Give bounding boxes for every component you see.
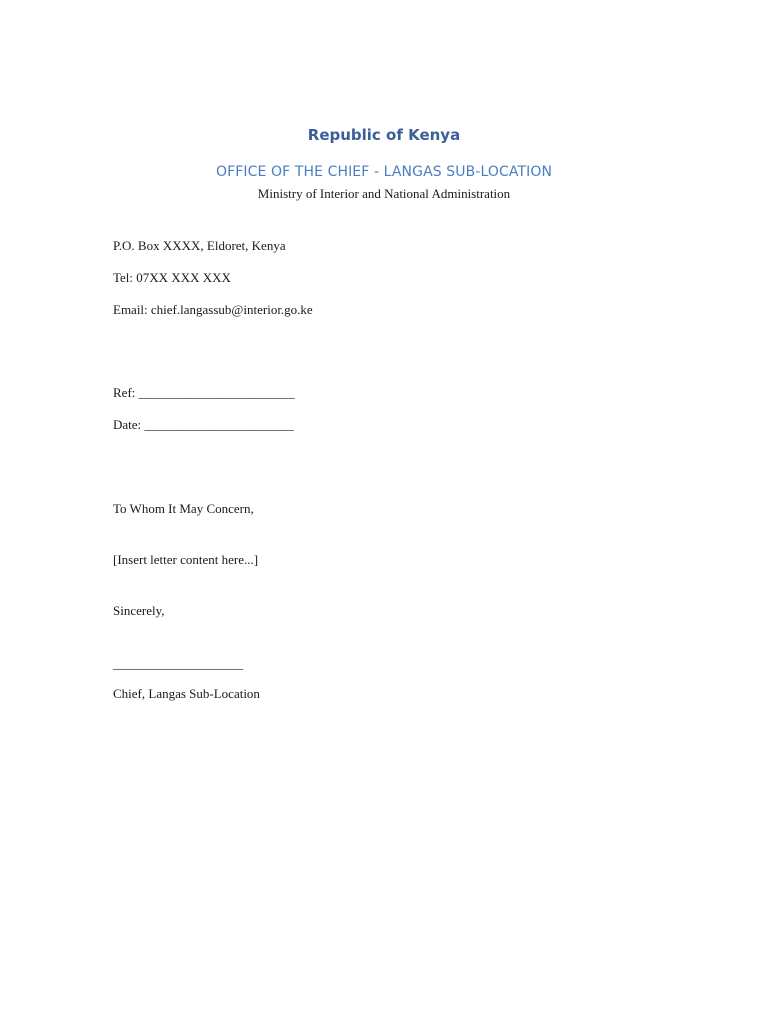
ref-line: Ref: ________________________ <box>113 385 295 400</box>
email-line: Email: chief.langassub@interior.go.ke <box>113 302 313 317</box>
letter-content: [Insert letter content here...] <box>113 552 259 567</box>
letterhead-country: Republic of Kenya <box>307 126 461 144</box>
salutation: To Whom It May Concern, <box>113 501 254 516</box>
letterhead-ministry: Ministry of Interior and National Administration <box>257 186 511 201</box>
closing: Sincerely, <box>113 603 165 618</box>
date-line: Date: _______________________ <box>113 417 294 432</box>
letterhead-office: OFFICE OF THE CHIEF - LANGAS SUB-LOCATION <box>215 164 553 180</box>
address-line: P.O. Box XXXX, Eldoret, Kenya <box>113 238 286 253</box>
signature-line: ____________________ <box>113 656 243 671</box>
signatory: Chief, Langas Sub-Location <box>113 686 260 701</box>
tel-line: Tel: 07XX XXX XXX <box>113 270 231 285</box>
